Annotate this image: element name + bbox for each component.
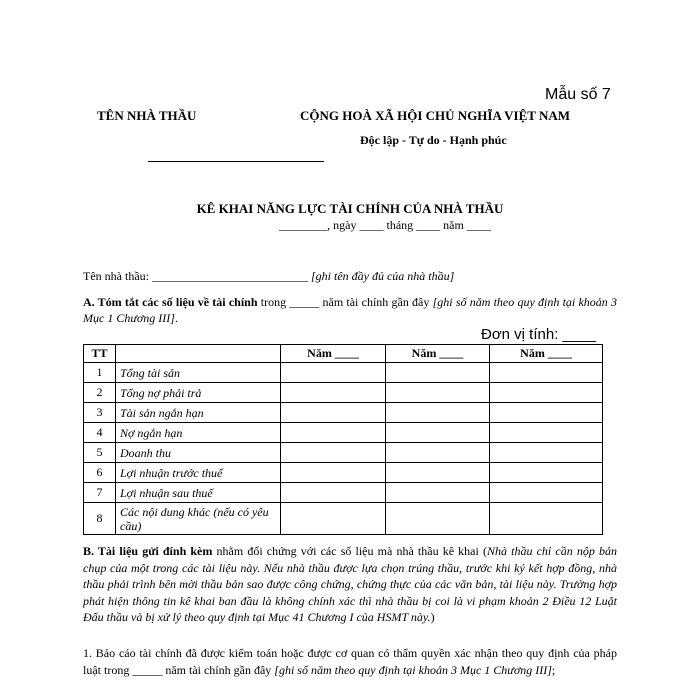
col-header-item	[116, 345, 281, 363]
date-line: ________, ngày ____ tháng ____ năm ____	[279, 218, 491, 232]
section-a-end: .	[174, 311, 178, 325]
value-cell[interactable]	[490, 423, 603, 443]
table-row	[84, 403, 603, 423]
section-b-end: )	[430, 610, 435, 624]
section-a	[83, 294, 617, 326]
row-item: Tài sản ngắn hạn	[116, 403, 281, 423]
form-number: Mẫu số 7	[545, 86, 611, 103]
contractor-name-label: Tên nhà thầu:	[83, 269, 152, 283]
row-item: Tổng nợ phải trả	[116, 383, 281, 403]
contractor-name-hint: [ghi tên đầy đủ của nhà thầu]	[310, 269, 455, 283]
row-number: 5	[84, 443, 116, 463]
value-cell[interactable]	[490, 383, 603, 403]
table-row	[84, 363, 603, 383]
value-cell[interactable]	[281, 503, 386, 535]
row-item: Các nội dung khác (nếu có yêu cầu)	[116, 503, 281, 535]
table-row	[84, 503, 603, 535]
contractor-name-line	[83, 269, 454, 284]
item-1-text: 1. Báo cáo tài chính đã được kiểm toán hoặc được cơ quan có thẩm quyền xác nhận theo quy định của pháp luật trong _____ năm tài chính gần đây	[83, 646, 617, 677]
value-cell[interactable]	[386, 463, 490, 483]
row-number: 1	[84, 363, 116, 383]
value-cell[interactable]	[281, 383, 386, 403]
section-b-hint: Nhà thầu chỉ cần nộp bản chụp của một trong các tài liệu này. Nếu nhà thầu được lựa chọn trúng thầu, trước khi ký kết hợp đồng, nhà thầu phải trình bên mời thầu bản sao được công chứng, chứng thực của các văn bản, tài liệu này. Trường hợp phát hiện thông tin kê khai ban đầu là không chính xác thì nhà thầu bị coi là vi phạm khoản 2 Điều 12 Luật Đấu thầu và bị xử lý theo quy định tại Mục 41 Chương I của HSMT này.	[83, 544, 618, 624]
attachment-item-1	[83, 645, 617, 678]
table-row	[84, 383, 603, 403]
value-cell[interactable]	[490, 443, 603, 463]
value-cell[interactable]	[490, 483, 603, 503]
col-header-year-2: Năm ____	[386, 345, 490, 363]
row-item: Lợi nhuận trước thuế	[116, 463, 281, 483]
table-row	[84, 423, 603, 443]
row-number: 4	[84, 423, 116, 443]
value-cell[interactable]	[490, 503, 603, 535]
value-cell[interactable]	[386, 483, 490, 503]
col-header-year-3: Năm ____	[490, 345, 603, 363]
table-header-row	[84, 345, 603, 363]
value-cell[interactable]	[386, 423, 490, 443]
value-cell[interactable]	[281, 403, 386, 423]
col-header-no: TT	[84, 345, 116, 363]
col-header-year-1: Năm ____	[281, 345, 386, 363]
financial-table	[83, 344, 603, 535]
table-row	[84, 463, 603, 483]
value-cell[interactable]	[281, 463, 386, 483]
row-number: 2	[84, 383, 116, 403]
value-cell[interactable]	[490, 463, 603, 483]
document-title: KÊ KHAI NĂNG LỰC TÀI CHÍNH CỦA NHÀ THẦU	[196, 201, 504, 216]
section-b	[83, 543, 617, 626]
section-a-title: A. Tóm tắt các số liệu về tài chính	[83, 295, 258, 309]
value-cell[interactable]	[386, 443, 490, 463]
section-b-title: B. Tài liệu gửi đính kèm	[83, 544, 213, 558]
value-cell[interactable]	[386, 383, 490, 403]
contractor-name-blank: __________________________	[151, 269, 311, 283]
table-row	[84, 443, 603, 463]
item-1-end: ;	[551, 662, 556, 677]
row-item: Lợi nhuận sau thuế	[116, 483, 281, 503]
value-cell[interactable]	[281, 443, 386, 463]
row-number: 3	[84, 403, 116, 423]
section-b-text: nhằm đối chứng với các số liệu mà nhà thầu kê khai (	[212, 544, 487, 558]
unit-label: Đơn vị tính: ____	[481, 326, 596, 343]
value-cell[interactable]	[490, 363, 603, 383]
value-cell[interactable]	[281, 363, 386, 383]
row-item: Doanh thu	[116, 443, 281, 463]
value-cell[interactable]	[386, 403, 490, 423]
row-number: 8	[84, 503, 116, 535]
section-a-hint: [ghi số năm theo quy định tại khoản 3 Mục 1 Chương III]	[83, 295, 618, 325]
row-number: 7	[84, 483, 116, 503]
value-cell[interactable]	[490, 403, 603, 423]
table-row	[84, 483, 603, 503]
signature-line	[148, 161, 324, 162]
value-cell[interactable]	[386, 503, 490, 535]
value-cell[interactable]	[386, 363, 490, 383]
republic-title: CỘNG HOÀ XÃ HỘI CHỦ NGHĨA VIỆT NAM	[300, 108, 571, 123]
motto: Độc lập - Tự do - Hạnh phúc	[360, 133, 507, 147]
value-cell[interactable]	[281, 483, 386, 503]
row-number: 6	[84, 463, 116, 483]
contractor-heading: TÊN NHÀ THẦU	[97, 108, 197, 123]
value-cell[interactable]	[281, 423, 386, 443]
section-a-text: trong _____ năm tài chính gần đây	[257, 295, 433, 309]
item-1-hint: [ghi số năm theo quy định tại khoản 3 Mục 1 Chương III]	[274, 662, 552, 677]
row-item: Tổng tài sản	[116, 363, 281, 383]
row-item: Nợ ngắn hạn	[116, 423, 281, 443]
